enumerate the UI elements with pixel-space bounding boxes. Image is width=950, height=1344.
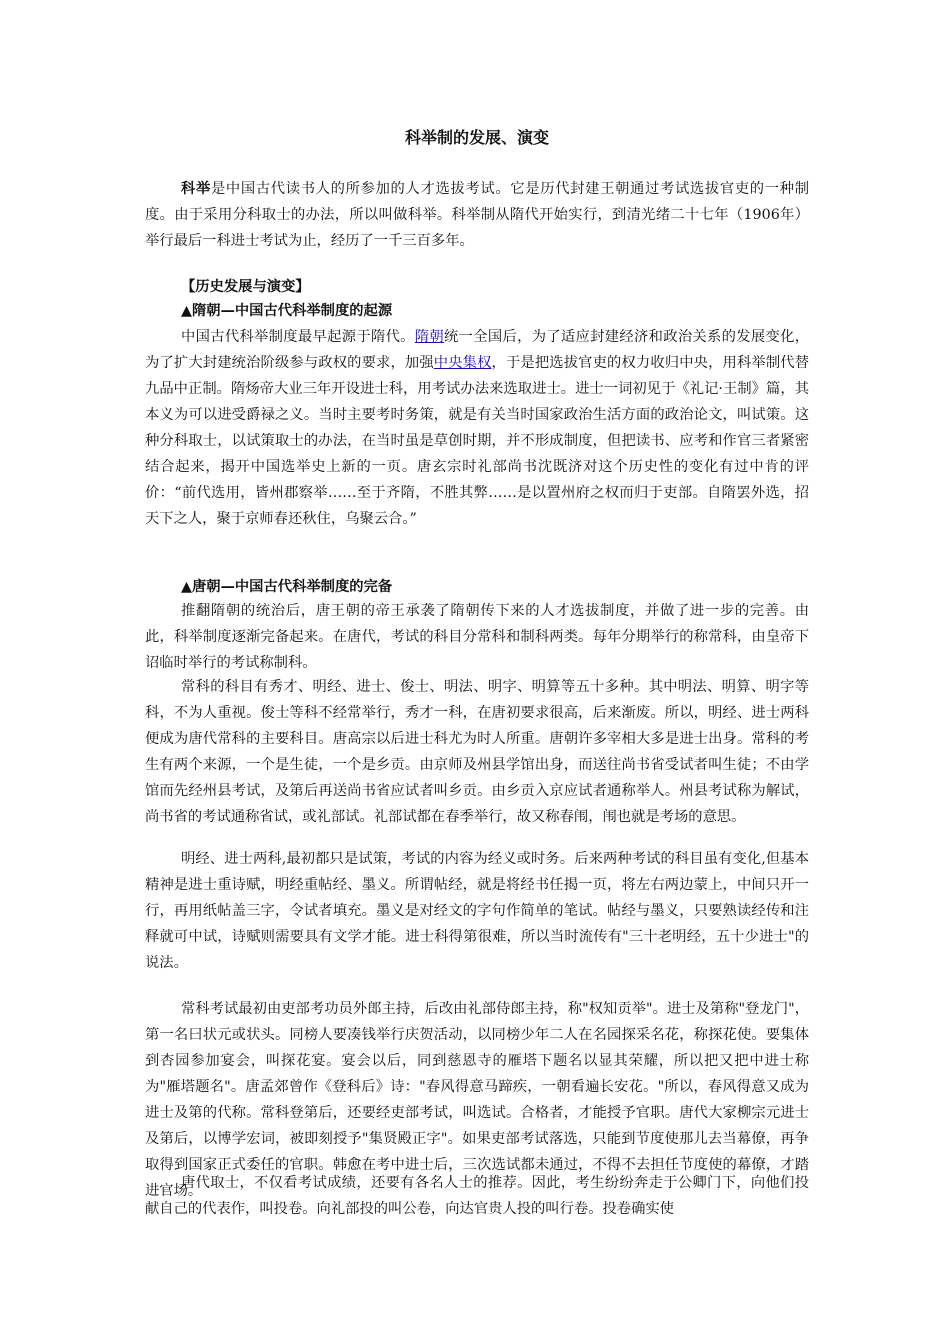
sui-paragraph: [145, 324, 809, 532]
intro-paragraph: [145, 176, 809, 254]
tang-heading: ▲唐朝—中国古代科举制度的完备: [181, 579, 393, 595]
tang-paragraph-3: 明经、进士两科,最初都只是试策，考试的内容为经义或时务。后来两种考试的科目虽有变化,但基本精神是进士重诗赋，明经重帖经、墨义。所谓帖经，就是将经书任揭一页，将左右两边蒙上，中间只开一行，再用纸帖盖三字，令试者填充。墨义是对经文的字句作简单的笔试。帖经与墨义，只要熟读经传和注释就可中试，诗赋则需要具有文学才能。进士科得第很难，所以当时流传有"三十老明经，五十少进士"的说法。: [145, 851, 809, 971]
sui-text-3: ，于是把选拔官吏的权力收归中央，用科举制代替九品中正制。隋炀帝大业三年开设进士科，用考试办法来选取进士。进士一词初见于《礼记·王制》篇，其本义为可以进受爵禄之义。当时主要考时务策，就是有关当时国家政治生活方面的政治论文，叫试策。这种分科取士，以试策取士的办法，在当时虽是草创时期，并不形成制度，但把读书、应考和作官三者紧密结合起来，揭开中国选举史上新的一页。唐玄宗时礼部尚书沈既济对这个历史性的变化有过中肯的评价：“前代选用，皆州郡察举……至于齐隋，不胜其弊……是以置州府之权而归于吏部。自隋罢外选，招天下之人，聚于京师春还秋住，乌聚云合。”: [145, 355, 810, 527]
centralization-link[interactable]: 中央集权: [433, 355, 492, 371]
tang-paragraph-2: 常科的科目有秀才、明经、进士、俊士、明法、明字、明算等五十多种。其中明法、明算、明字等科，不为人重视。俊士等科不经常举行，秀才一科，在唐初要求很高，后来渐废。所以，明经、进士两科便成为唐代常科的主要科目。唐高宗以后进士科尤为时人所重。唐朝许多宰相大多是进士出身。常科的考生有两个来源，一个是生徒，一个是乡贡。由京师及州县学馆出身，而送往尚书省受试者叫生徒；不由学馆而先经州县考试，及第后再送尚书省应试者叫乡贡。由乡贡入京应试者通称举人。州县考试称为解试，尚书省的考试通称省试，或礼部试。礼部试都在春季举行，故又称春闱，闱也就是考场的意思。: [145, 679, 809, 825]
sui-heading: ▲隋朝—中国古代科举制度的起源: [181, 303, 393, 319]
document-title: 科举制的发展、演变: [404, 128, 549, 147]
tang-paragraph-5: 唐代取士，不仅看考试成绩，还要有各名人士的推荐。因此，考生纷纷奔走于公卿门下，向他们投献自己的代表作，叫投卷。向礼部投的叫公卷，向达官贵人投的叫行卷。投卷确实使: [145, 1175, 809, 1217]
tang-paragraph-1: 推翻隋朝的统治后，唐王朝的帝王承袭了隋朝传下来的人才选拔制度，并做了进一步的完善。由此，科举制度逐渐完备起来。在唐代，考试的科目分常科和制科两类。每年分期举行的称常科，由皇帝下诏临时举行的考试称制科。: [145, 603, 809, 671]
section-heading: 【历史发展与演变】: [181, 279, 310, 295]
sui-text-2: 统一全国后，为了适应封建经济和政治关系的发展变化，为了扩大封建统治阶级参与政权的要求，加强: [145, 329, 810, 371]
sui-text-1: 中国古代科举制度最早起源于隋代。: [181, 329, 415, 345]
intro-term: 科举: [181, 181, 211, 197]
intro-text: 是中国古代读书人的所参加的人才选拔考试。它是历代封建王朝通过考试选拔官吏的一种制度。由于采用分科取士的办法，所以叫做科举。科举制从隋代开始实行，到清光绪二十七年（1906年）举行最后一科进士考试为止，经历了一千三百多年。: [145, 181, 809, 249]
sui-link[interactable]: 隋朝: [414, 329, 445, 345]
tang-paragraph-4: 常科考试最初由吏部考功员外郎主持，后改由礼部侍郎主持，称"权知贡举"。进士及第称"登龙门"，第一名曰状元或状头。同榜人要凑钱举行庆贺活动，以同榜少年二人在名园探采名花，称探花使。要集体到杏园参加宴会，叫探花宴。宴会以后，同到慈恩寺的雁塔下题名以显其荣耀，所以把又把中进士称为"雁塔题名"。唐孟郊曾作《登科后》诗："春风得意马蹄疾，一朝看遍长安花。"所以，春风得意又成为进士及第的代称。常科登第后，还要经吏部考试，叫选试。合格者，才能授予官职。唐代大家柳宗元进士及第后，以博学宏词，被即刻授予"集贤殿正字"。如果吏部考试落选，只能到节度使那儿去当幕僚，再争取得到国家正式委任的官职。韩愈在考中进士后，三次选试都未通过，不得不去担任节度使的幕僚，才踏进官场。: [145, 1001, 809, 1199]
